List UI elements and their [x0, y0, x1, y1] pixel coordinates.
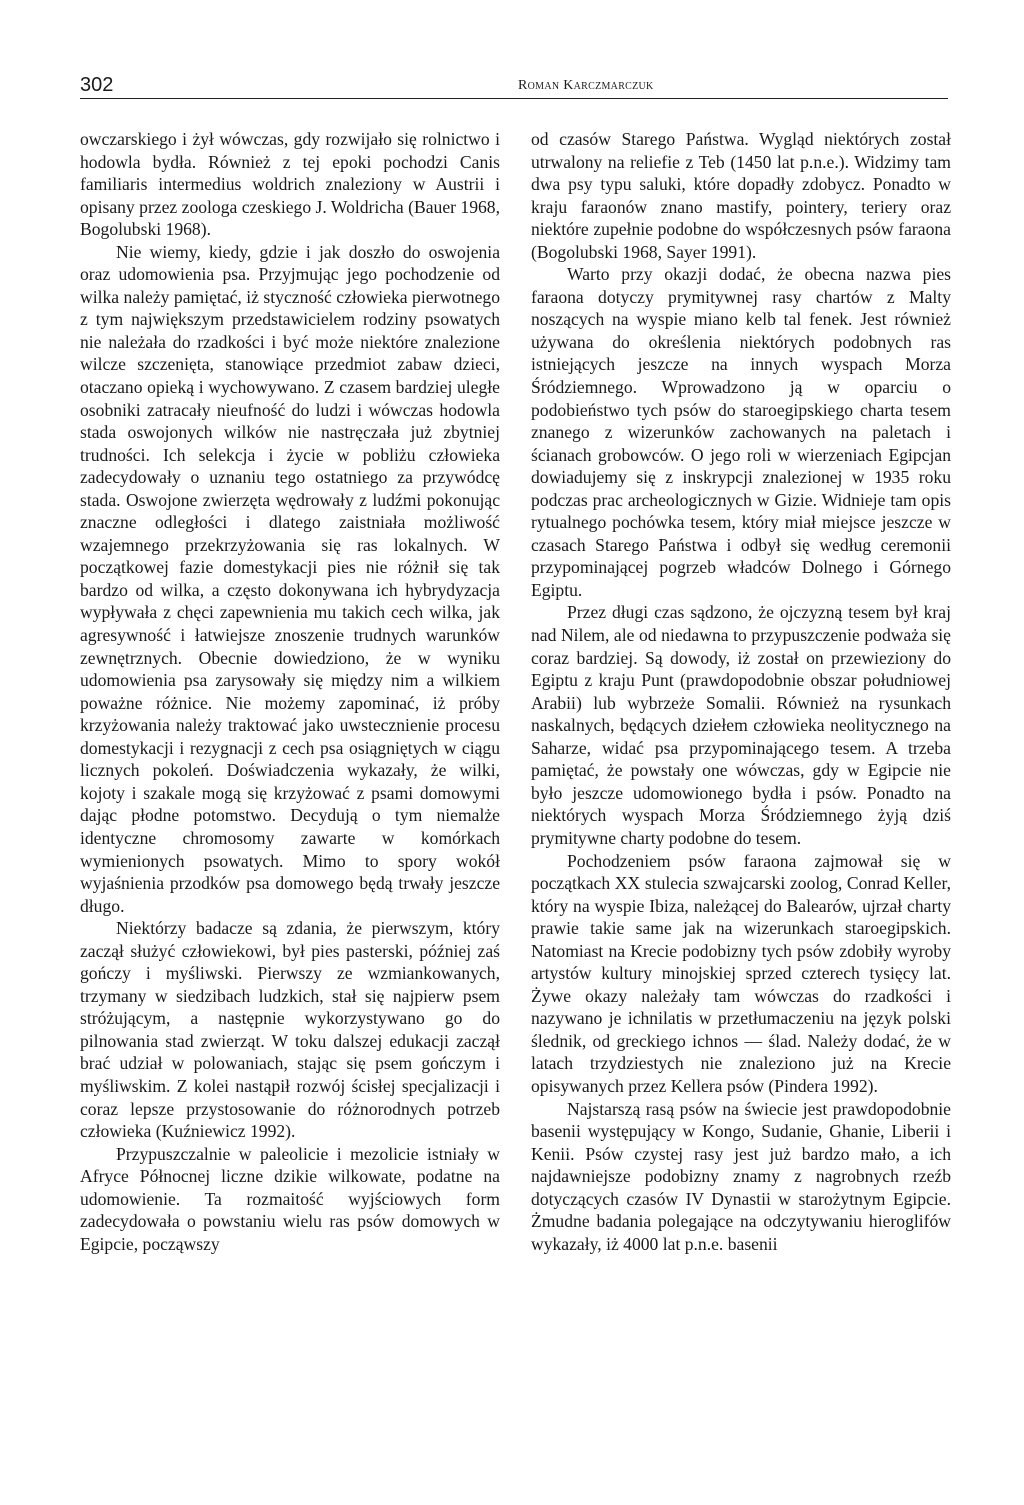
paragraph: Warto przy okazji dodać, że obecna nazwa pies faraona dotyczy prymitywnej rasy chartów z Malty noszących na wyspie miano kelb tal fenek. Jest również używana do określenia niektórych podobnych ras istniejących jeszcze na innych wyspach Morza Śródziemnego. Wprowadzono ją w oparciu o podobieństwo tych psów do staroegipskiego charta tesem znanego z wizerunków zachowanych na paletach i ścianach grobowców. O jego roli w wierzeniach Egipcjan dowiadujemy się z inskrypcji znalezionej w 1935 roku podczas prac archeologicznych w Gizie. Widnieje tam opis rytualnego pochówka tesem, który miał miejsce jeszcze w czasach Starego Państwa i odbył się według ceremonii przypominającej pogrzeb władców Dolnego i Górnego Egiptu. — [531, 264, 951, 600]
paragraph: Najstarszą rasą psów na świecie jest prawdopodobnie basenii występujący w Kongo, Sudanie, Ghanie, Liberii i Kenii. Psów czystej rasy jest już bardzo mało, a ich najdawniejsze podobizny znamy z nagrobnych rzeźb dotyczących czasów IV Dynastii w starożytnym Egipcie. Żmudne badania polegające na odczytywaniu hieroglifów wykazały, iż 4000 lat p.n.e. basenii — [531, 1098, 951, 1254]
right-column — [531, 128, 951, 1255]
paragraph: owczarskiego i żył wówczas, gdy rozwijało się rolnictwo i hodowla bydła. Również z tej epoki pochodzi Canis familiaris intermedius woldrich znaleziony w Austrii i opisany przez zoologa czeskiego J. Woldricha (Bauer 1968, Bogolubski 1968). — [80, 129, 500, 240]
page-header — [80, 74, 948, 99]
paragraph: Przypuszczalnie w paleolicie i mezolicie istniały w Afryce Północnej liczne dzikie wilkowate, podatne na udomowienie. Ta rozmaitość wyjściowych form zadecydowała o powstaniu wielu ras psów domowych w Egipcie, począwszy — [80, 1143, 500, 1254]
left-column — [80, 128, 500, 1255]
page-number: 302 — [80, 74, 114, 96]
paragraph: Pochodzeniem psów faraona zajmował się w początkach XX stulecia szwajcarski zoolog, Conrad Keller, który na wyspie Ibiza, należącej do Balearów, ujrzał charty prawie takie same jak na wizerunkach staroegipskich. Natomiast na Krecie podobizny tych psów zdobiły wyroby artystów kultury minojskiej sprzed czterech tysięcy lat. Żywe okazy należały tam wówczas do rzadkości i nazywano je ichnilatis w przetłumaczeniu na język polski ślednik, od greckiego ichnos — ślad. Należy dodać, że w latach trzydziestych nie znaleziono już na Krecie opisywanych przez Kellera psów (Pindera 1992). — [531, 850, 951, 1096]
paragraph: Przez długi czas sądzono, że ojczyzną tesem był kraj nad Nilem, ale od niedawna to przypuszczenie podważa się coraz bardziej. Są dowody, iż został on przewieziony do Egiptu z kraju Punt (prawdopodobnie obszar południowej Arabii) lub wybrzeże Somalii. Również na rysunkach naskalnych, będących dziełem człowieka neolitycznego na Saharze, widać psa przypominającego tesem. A trzeba pamiętać, że powstały one wówczas, gdy w Egipcie nie było jeszcze udomowionego bydła i psów. Ponadto na niektórych wyspach Morza Śródziemnego żyją dziś prymitywne charty podobne do tesem. — [531, 602, 951, 848]
running-head: Roman Karczmarczuk — [518, 78, 654, 93]
paragraph: Nie wiemy, kiedy, gdzie i jak doszło do oswojenia oraz udomowienia psa. Przyjmując jego pochodzenie od wilka należy pamiętać, iż styczność człowieka pierwotnego z tym największym przedstawicielem rodziny psowatych nie należała do rzadkości i być może niektóre znalezione wilcze szczenięta, stanowiące przedmiot zabaw dzieci, otaczano opieką i wychowywano. Z czasem bardziej uległe osobniki zatracały nieufność do ludzi i wówczas hodowla stada oswojonych wilków nie nastręczała już zbytniej trudności. Ich selekcja i życie w pobliżu człowieka zadecydowały o uznaniu tego ostatniego za przywódcę stada. Oswojone zwierzęta wędrowały z ludźmi pokonując znaczne odległości i dlatego zaistniała możliwość wzajemnego przekrzyżowania się ras lokalnych. W początkowej fazie domestykacji pies nie różnił się tak bardzo od wilka, a często dokonywana ich hybrydyzacja wypływała z chęci zapewnienia mu takich cech wilka, jak agresywność i łatwiejsze znoszenie trudnych warunków zewnętrznych. Obecnie dowiedziono, że w wyniku udomowienia psa zarysowały się między nim a wilkiem poważne różnice. Nie możemy zapominać, iż próby krzyżowania należy traktować jako uwstecznienie procesu domestykacji i rezygnacji z cech psa osiągniętych w ciągu licznych pokoleń. Doświadczenia wykazały, że wilki, kojoty i szakale mogą się krzyżować z psami domowymi dając płodne potomstwo. Decydują o tym niemalże identyczne chromosomy zawarte w komórkach wymienionych psowatych. Mimo to spory wokół wyjaśnienia przodków psa domowego będą trwały jeszcze długo. — [80, 241, 500, 916]
paragraph: od czasów Starego Państwa. Wygląd niektórych został utrwalony na reliefie z Teb (1450 lat p.n.e.). Widzimy tam dwa psy typu saluki, które dopadły zdobycz. Ponadto w kraju faraonów znano mastify, pointery, teriery oraz niektóre zupełnie podobne do współczesnych psów faraona (Bogolubski 1968, Sayer 1991). — [531, 129, 951, 262]
paragraph: Niektórzy badacze są zdania, że pierwszym, który zaczął służyć człowiekowi, był pies pasterski, później zaś gończy i myśliwski. Pierwszy ze wzmiankowanych, trzymany w siedzibach ludzkich, stał się najpierw psem stróżującym, a następnie wykorzystywano go do pilnowania stad zwierząt. W toku dalszej edukacji zaczął brać udział w polowaniach, stając się psem gończym i myśliwskim. Z kolei nastąpił rozwój ścisłej specjalizacji i coraz lepsze przystosowanie do różnorodnych potrzeb człowieka (Kuźniewicz 1992). — [80, 918, 500, 1142]
